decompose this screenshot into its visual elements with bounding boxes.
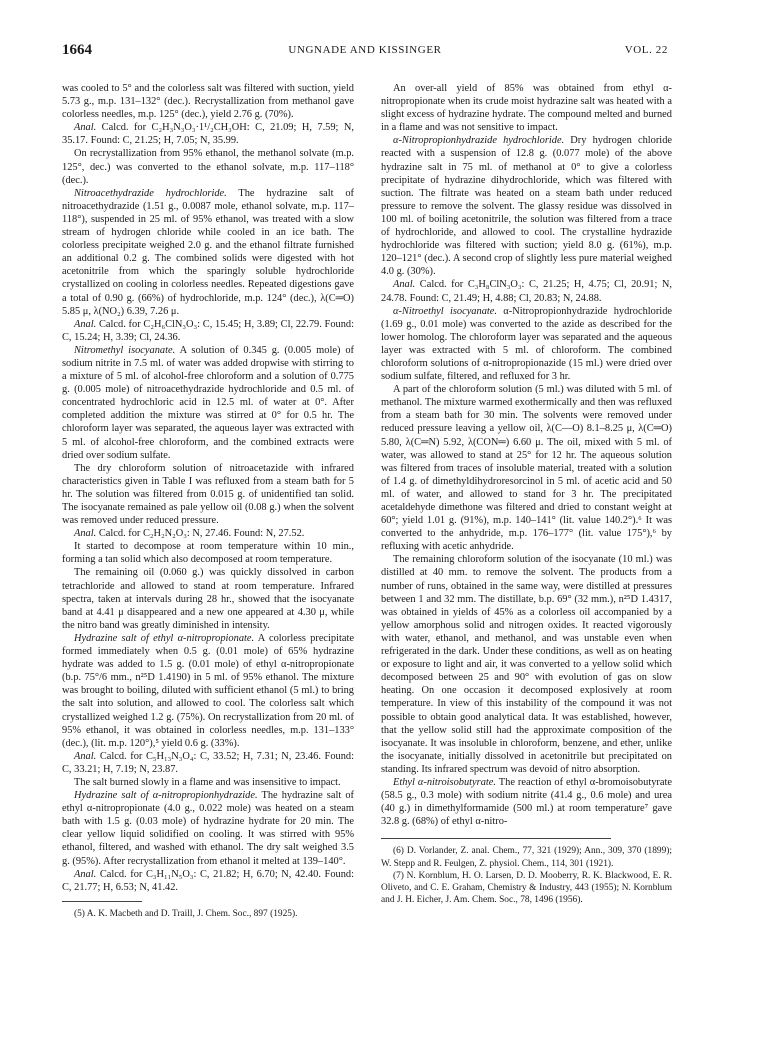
paragraph: It started to decompose at room temperature within 10 min., forming a tan solid which also decomposed at room temperature. [62, 541, 354, 566]
paragraph-label: Anal. [393, 279, 416, 291]
paragraph: A part of the chloroform solution (5 ml.) was diluted with 5 ml. of methanol. The mixture warmed exothermically and then was refluxed from a steam bath for 30 min. The solvents were removed under reduced pressure leaving a yellow oil, λ(C—O) 8.1–8.25 μ, λ(C═O) 5.80, λ(C═N) 5.92, λ(CON═) 6.60 μ. The oil, mixed with 5 ml. of water, was allowed to stand at 25° for 12 hr. The aqueous solution was filtered from traces of insoluble material, treated with a solution of 1.4 g. of dimethyldihydroresorcinol in 5 ml. of acetic acid and 50 ml. of water, and allowed to stand for 3 hr. The precipitated acetaldehyde dimethone was filtered and dried to constant weight at 60°; yield 1.01 g. (91%), m.p. 140–141° (lit. value 140.2°).⁶ It was converted to the anhydride, m.p. 176–177° (lit. value 175°),⁶ by refluxing with acetic anhydride. [381, 384, 672, 553]
paragraph-text: A solution of 0.345 g. (0.005 mole) of sodium nitrite in 7.5 ml. of water was added dropwise with stirring to a mixture of 5 ml. of alcohol-free chloroform and a solution of 0.775 g. (0.005 mole) of nitroacethydrazide hydrochloride and 0.5 ml. of concentrated hydrochloric acid in 12.5 ml. of water at 0°. After completed addition the mixture was stirred at 0° for 0.5 hr. The chloroform layer was separated, the aqueous layer was extracted with 5 ml. of alcohol-free chloroform, and the combined extracts were dried over sodium sulfate. [62, 344, 354, 461]
paragraph-label: Hydrazine salt of ethyl α-nitropropionate. [74, 632, 255, 644]
paragraph-text: α-Nitropropionhydrazide hydrochloride (1.69 g., 0.01 mole) was converted to the azide as described for the lower homolog. The chloroform layer was separated and the aqueous layer was extracted with 5 ml. of chloroform. The combined chloroform solutions of α-nitropropionazide (15 ml.) were dried over sodium sulfate, filtered, and refluxed for 3 hr. [381, 305, 673, 383]
paragraph-text: The hydrazine salt of ethyl α-nitropropionate (4.0 g., 0.022 mole) was heated on a steam bath with 1.5 g. (0.03 mole) of hydrazine hydrate for 20 min. The clear yellow liquid solidified on cooling. It was stirred with 95% ethanol, filtered, and washed with ethanol. The dry salt weighed 3.5 g. (95%). After recrystallization from ethanol it melted at 139–140°. [62, 790, 354, 867]
page-header [62, 42, 668, 62]
paragraph-text: Dry hydrogen chloride reacted with a suspension of 12.8 g. (0.077 mole) of the above hydrazine salt in 75 ml. of methanol at 0° to give a colorless precipitate of hydrazine dihydrochloride, which was filtered with suction. The filtrate was heated on a steam bath under reduced pressure to remove the solvent. The glassy residue was dissolved in 100 ml. of boiling acetonitrile, the solution was filtered from a trace of hydrochloride, and allowed to cool. The crystalline hydrazide hydrochloride was filtered with suction; yield 8.0 g. (61%), m.p. 120–121° (dec.). A second crop of slightly less pure material weighed 4.0 g. (30%). [381, 135, 672, 278]
paragraph-label: Anal. [74, 318, 97, 330]
right-column [381, 82, 672, 906]
paragraph-label: α-Nitroethyl isocyanate. [393, 305, 497, 317]
procedure-paragraph [62, 187, 354, 318]
analysis-paragraph [62, 868, 354, 894]
paragraph-label: Anal. [74, 528, 97, 540]
paragraph-label: Nitroacethydrazide hydrochloride. [74, 187, 227, 199]
left-column [62, 82, 354, 920]
paragraph: was cooled to 5° and the colorless salt was filtered with suction, yield 5.73 g., m.p. 131–132° (dec.). Recrystallization from methanol gave colorless needles, m.p. 125° (dec.), yield 2.76 g. (70%). [62, 83, 354, 121]
paragraph: The dry chloroform solution of nitroacetazide with infrared characteristics given in Table I was refluxed from a steam bath for 5 hr. The solution was filtered from 0.015 g. of unidentified tan solid. The isocyanate remained as pale yellow oil (0.08 g.) when the solvent was removed under reduced pressure. [62, 462, 354, 527]
paragraph: The remaining chloroform solution of the isocyanate (10 ml.) was distilled at 40 mm. to remove the solvent. The products from a number of runs, obtained in the same way, were distilled at pressures between 1 and 32 mm. The distillate, b.p. 69° (32 mm.), n²⁵D 1.4317, was obtained in yields of 45% as a colorless oil accompanied by a yellow amorphous solid and nitrogen oxides. It reacted vigorously with water, ethanol, and methanol, and was unstable even when refrigerated in the dark. Under these conditions, as well as on heating or exposure to light and air, it was converted to a yellow solid which decomposed between 25 and 90° with evolution of gas on slow heating. On one occasion it decomposed explosively at room temperature. In view of this instability of the compound it was not possible to obtain good analytical data. It was established, however, that the yellow solid still had the approximate composition of the isocyanate. It was insoluble in chloroform, benzene, and ether, unlike the isocyanate, initially dissolved in acetonitrile but precipitated on standing. Its infrared spectrum was devoid of nitro absorption. [381, 554, 672, 775]
paragraph-label: Anal. [74, 750, 97, 762]
analysis-paragraph [62, 121, 354, 147]
footnote-7: (7) N. Kornblum, H. O. Larsen, D. D. Mooberry, R. K. Blackwood, E. R. Oliveto, and C. E. Graham, Chemistry & Industry, 443 (1955); N. Kornblum and J. H. Eicher, J. Am. Chem. Soc., 78, 1496 (1956). [381, 870, 672, 906]
footnote-6: (6) D. Vorlander, Z. anal. Chem., 77, 321 (1929); Ann., 309, 370 (1899); W. Stepp and R. Feulgen, Z. physiol. Chem., 114, 301 (1921). [381, 846, 672, 869]
paragraph-text: Calcd. for C₂H₃N₃O₃·1¹/₂CH₃OH: C, 21.09; H, 7.59; N, 35.17. Found: C, 21.25; H, 7.05; N, 35.99. [62, 122, 354, 147]
footnote-divider [381, 838, 611, 839]
paragraph-label: Anal. [74, 122, 97, 134]
paragraph: On recrystallization from 95% ethanol, the methanol solvate (m.p. 125°, dec.) was converted to the ethanol solvate, m.p. 117–118° (dec.). [62, 148, 354, 186]
analysis-paragraph [62, 318, 354, 344]
volume-label: VOL. 22 [624, 44, 668, 56]
running-title: UNGNADE AND KISSINGER [288, 44, 442, 56]
paragraph-text: Calcd. for C₃H₁₁N₅O₃: C, 21.82; H, 6.70; N, 42.40. Found: C, 21.77; H, 6.53; N, 41.42. [62, 868, 354, 893]
paragraph-label: Ethyl α-nitroisobutyrate. [393, 776, 496, 788]
page-number: 1664 [62, 42, 92, 58]
footnote-divider [62, 901, 142, 902]
paragraph-text: Calcd. for C₂H₂N₂O₃: N, 27.46. Found: N, 27.52. [96, 528, 305, 540]
paragraph: The salt burned slowly in a flame and was insensitive to impact. [74, 776, 341, 788]
paragraph: The remaining oil (0.060 g.) was quickly dissolved in carbon tetrachloride and allowed to stand at room temperature. Infrared spectra, taken at intervals during 28 hr., showed that the isocyanate band at 4.41 μ disappeared and a new one appeared at 4.30 μ, while the nitro band was greatly diminished in intensity. [62, 567, 354, 631]
paragraph-text: A colorless precipitate formed immediately when 0.5 g. (0.01 mole) of 65% hydrazine hydrate was added to 1.5 g. (0.01 mole) of ethyl α-nitropropionate (b.p. 75°/6 mm., n²⁵D 1.4190) in 5 ml. of 95% ethanol. The mixture was brought to boiling, diluted with sufficient ethanol (5 ml.) to bring the salt into solution, and allowed to cool. The colorless salt which crystallized weighed 1.2 g. (75%). On recrystallization from 20 ml. of 95% ethanol, it was obtained in colorless needles, m.p. 131–133° (dec.), (lit. m.p. 120°),⁵ yield 0.6 g. (33%). [62, 632, 355, 749]
paragraph-label: Nitromethyl isocyanate. [74, 344, 176, 356]
paragraph-text: Calcd. for C₂H₆ClN₃O₃: C, 15.45; H, 3.89; Cl, 22.79. Found: C, 15.24; H, 3.39; Cl, 24.36. [62, 318, 354, 343]
paragraph-label: Anal. [74, 868, 97, 880]
paragraph-label: Hydrazine salt of α-nitropropionhydrazide. [74, 790, 258, 802]
footnote-5: (5) A. K. Macbeth and D. Traill, J. Chem. Soc., 897 (1925). [74, 908, 298, 919]
procedure-paragraph [381, 134, 672, 278]
paragraph-text: Calcd. for C₃H₈ClN₃O₃: C, 21.25; H, 4.75; Cl, 20.91; N, 24.78. Found: C, 21.49; H, 4.88; Cl, 20.83; N, 24.88. [381, 279, 672, 304]
procedure-paragraph [62, 632, 354, 750]
paragraph-text: The hydrazine salt of nitroacethydrazide (1.51 g., 0.0087 mole, ethanol solvate, m.p. 117–118°), suspended in 25 ml. of 95% ethanol, was treated with a slow stream of hydrogen chloride while cooled in an ice bath. The colorless precipitate weighed 2.0 g. and the ethanol filtrate furnished an additional 0.2 g. The combined solids were digested with hot acetonitrile from which the sparingly soluble hydrochloride crystallized on cooling in colorless needles. Repeated digestions gave a total of 0.90 g. (66%) of hydrochloride, m.p. 124° (dec.), λ(C═O) 5.85 μ, λ(NO₂) 6.39, 7.26 μ. [62, 187, 354, 317]
procedure-paragraph [381, 776, 672, 828]
paragraph-label: α-Nitropropionhydrazide hydrochloride. [393, 135, 565, 147]
procedure-paragraph [62, 789, 354, 868]
procedure-paragraph [62, 344, 354, 462]
paragraph: An over-all yield of 85% was obtained from ethyl α-nitropropionate when its crude moist hydrazine salt was heated with a slight excess of hydrazine hydrate. The compound melted and burned in a flame and was not sensitive to impact. [381, 83, 672, 134]
procedure-paragraph [381, 305, 672, 384]
analysis-paragraph [62, 750, 354, 776]
paragraph-text: Calcd. for C₅H₁₃N₃O₄: C, 33.52; H, 7.31; N, 23.46. Found: C, 33.21; H, 7.19; N, 23.87. [62, 750, 354, 775]
analysis-paragraph [62, 527, 354, 540]
analysis-paragraph [381, 278, 672, 304]
paragraph-text: The reaction of ethyl α-bromoisobutyrate (58.5 g., 0.3 mole) with sodium nitrite (41.4 g., 0.6 mole) and urea (40 g.) in dimethylformamide (500 ml.) at room temperature⁷ gave 32.8 g. (68%) of ethyl α-nitro- [381, 776, 672, 828]
